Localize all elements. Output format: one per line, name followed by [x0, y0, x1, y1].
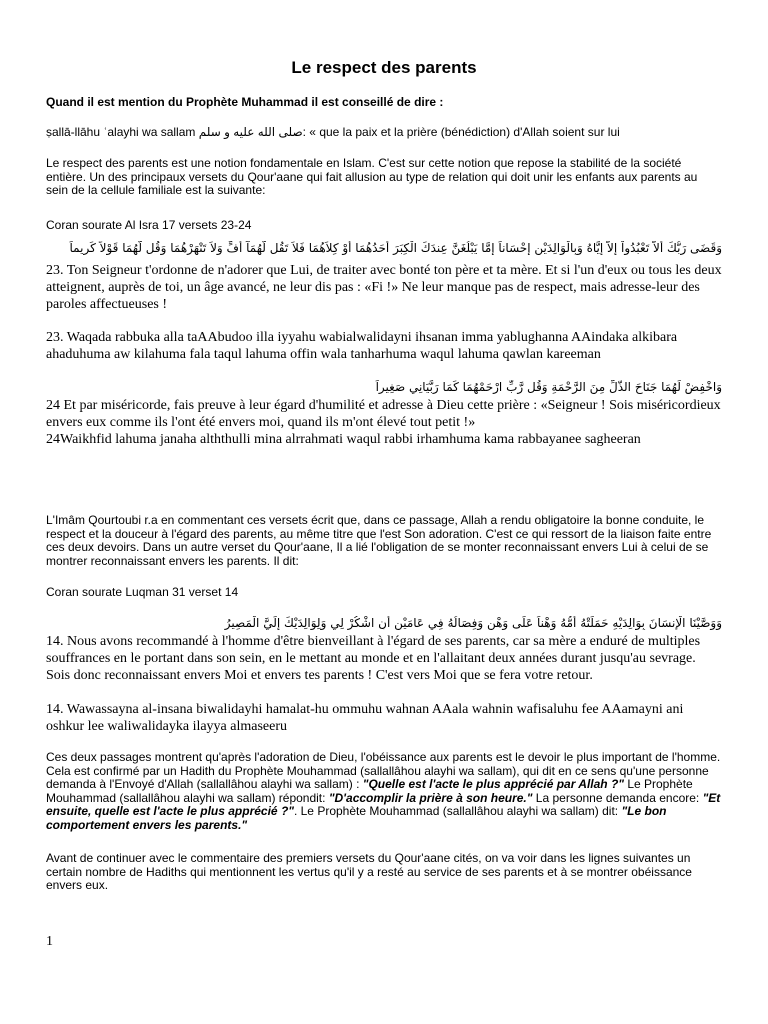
hadith-text-3: La personne demanda encore:	[532, 790, 703, 805]
paragraph-conclusion: Avant de continuer avec le commentaire des premiers versets du Qour'aane cités, on va voir dans les lignes suivantes un certain nombre de Hadiths qui mentionnent les vertus qu'il y a resté au service de ses parents et à se montrer obéissance envers eux.	[46, 851, 692, 893]
transliteration-verse-24: 24Waikhfid lahuma janaha alththulli mina alrrahmati waqul rabbi irhamhuma kama rabbayanee sagheeran	[46, 432, 641, 447]
reference-al-isra: Coran sourate Al Isra 17 versets 23-24	[46, 218, 252, 232]
hadith-text-2: Le Prophète Mouhammad (sallallâhou alayhi wa sallam) répondit:	[46, 777, 693, 805]
hadith-question-2: "Et ensuite, quelle est l'acte le plus apprécié ?"	[46, 790, 721, 819]
salawat-line: ṣallā-llāhu ʿalayhi wa sallam صلى الله عليه و سلم: « que la paix et la prière (bénédiction) d'Allah soient sur lui	[46, 125, 620, 139]
page-number: 1	[46, 934, 53, 949]
translation-verse-14: 14. Nous avons recommandé à l'homme d'être bienveillant à l'égard de ses parents, car sa mère a enduré de multiples souffrances en le portant dans son sein, en le mettant au monde et en l'allaitant deux années durant jusqu'au sevrage. Sois donc reconnaissant envers Moi et envers tes parents ! C'est vers Moi que se fera votre retour.	[46, 634, 701, 683]
arabic-verse-23: وَقَضَى رَبُّكَ أَلاَّ تَعْبُدُواْ إِلاَّ إِيَّاهُ وَبِالْوَالِدَيْنِ إِحْسَاناً إِمَّا يَبْلُغَنَّ عِندَكَ الْكِبَرَ أَحَدُهُمَا أَوْ كِلاَهُمَا فَلاَ تَقُل لَّهُمَآ أُفٍّ وَلاَ تَنْهَرْهُمَا وَقُل لَّهُمَا قَوْلاً كَرِيماً	[69, 241, 722, 255]
intro-bold: Quand il est mention du Prophète Muhammad il est conseillé de dire :	[46, 95, 444, 109]
hadith-answer-1: "D'accomplir la prière à son heure."	[328, 790, 533, 805]
transliteration-verse-23: 23. Waqada rabbuka alla taAAbudoo illa iyyahu wabialwalidayni ihsanan imma yablughanna AAindaka alkibara ahaduhuma aw kilahuma fala taqul lahuma offin wala tanharhuma waqul lahuma qawlan kareeman	[46, 330, 678, 362]
hadith-text-4: . Le Prophète Mouhammad (sallallâhou alayhi wa sallam) dit:	[293, 804, 622, 819]
translation-verse-24: 24 Et par miséricorde, fais preuve à leur égard d'humilité et adresse à Dieu cette prière : «Seigneur ! Sois miséricordieux envers eux comme ils l'ont été envers moi, quand ils m'ont élevé tout petit !»	[46, 398, 721, 430]
paragraph-intro: Le respect des parents est une notion fondamentale en Islam. C'est sur cette notion que repose la stabilité de la société entière. Un des principaux versets du Qour'aane qui fait allusion au type de relation qui doit unir les enfants aux parents au sein de la cellule familiale est la suivante:	[46, 156, 698, 198]
hadith-question-1: "Quelle est l'acte le plus apprécié par Allah ?"	[362, 777, 624, 792]
hadith-answer-2: "Le bon comportement envers les parents."	[46, 804, 667, 832]
transliteration-verse-14: 14. Wawassayna al-insana biwalidayhi hamalat-hu ommuhu wahnan AAala wahnin wafisaluhu fee AAamayni ani oshkur lee waliwalidayka ilayya almaseeru	[46, 702, 684, 734]
arabic-verse-14: وَوَصَّيْنَا الْإِنسَانَ بِوَالِدَيْهِ حَمَلَتْهُ أُمُّهُ وَهْناً عَلَى وَهْنٍ وَفِصَالُهُ فِي عَامَيْنِ أَنِ اشْكُرْ لِي وَلِوَالِدَيْكَ إِلَيَّ الْمَصِيرُ	[224, 616, 722, 630]
paragraph-hadith	[46, 751, 722, 833]
page-title: Le respect des parents	[291, 58, 477, 77]
translation-verse-23: 23. Ton Seigneur t'ordonne de n'adorer que Lui, de traiter avec bonté ton père et ta mère. Et si l'un d'eux ou tous les deux atteignent, auprès de toi, un âge avancé, ne leur dis pas : «Fi !» Ne leur manque pas de respect, mais adresse-leur des paroles affectueuses !	[46, 263, 722, 312]
reference-luqman: Coran sourate Luqman 31 verset 14	[46, 585, 239, 599]
arabic-verse-24: وَاخْفِضْ لَهُمَا جَنَاحَ الذُّلِّ مِنَ الرَّحْمَةِ وَقُل رَّبِّ ارْحَمْهُمَا كَمَا رَبَّيَانِي صَغِيراً	[375, 380, 722, 394]
hadith-text-1: Ces deux passages montrent qu'après l'adoration de Dieu, l'obéissance aux parents est le devoir le plus important de l'homme. Cela est confirmé par un Hadith du Prophète Mouhammad (sallallâhou alayhi wa sallam), qui dit en ce sens qu'une personne demanda à l'Envoyé d'Allah (sallallâhou alayhi wa sallam) :	[46, 750, 721, 792]
paragraph-qourtoubi: L'Imâm Qourtoubi r.a en commentant ces versets écrit que, dans ce passage, Allah a rendu obligatoire la bonne conduite, le respect et la douceur à l'égard des parents, au même titre que l'est Son adoration. C'est ce qui ressort de la liaison faite entre ces deux devoirs. Dans un autre verset du Qour'aane, Il a lié l'obligation de se monter reconnaissant envers Lui à celui de se montrer reconnaissant envers les parents. Il dit:	[46, 513, 712, 568]
